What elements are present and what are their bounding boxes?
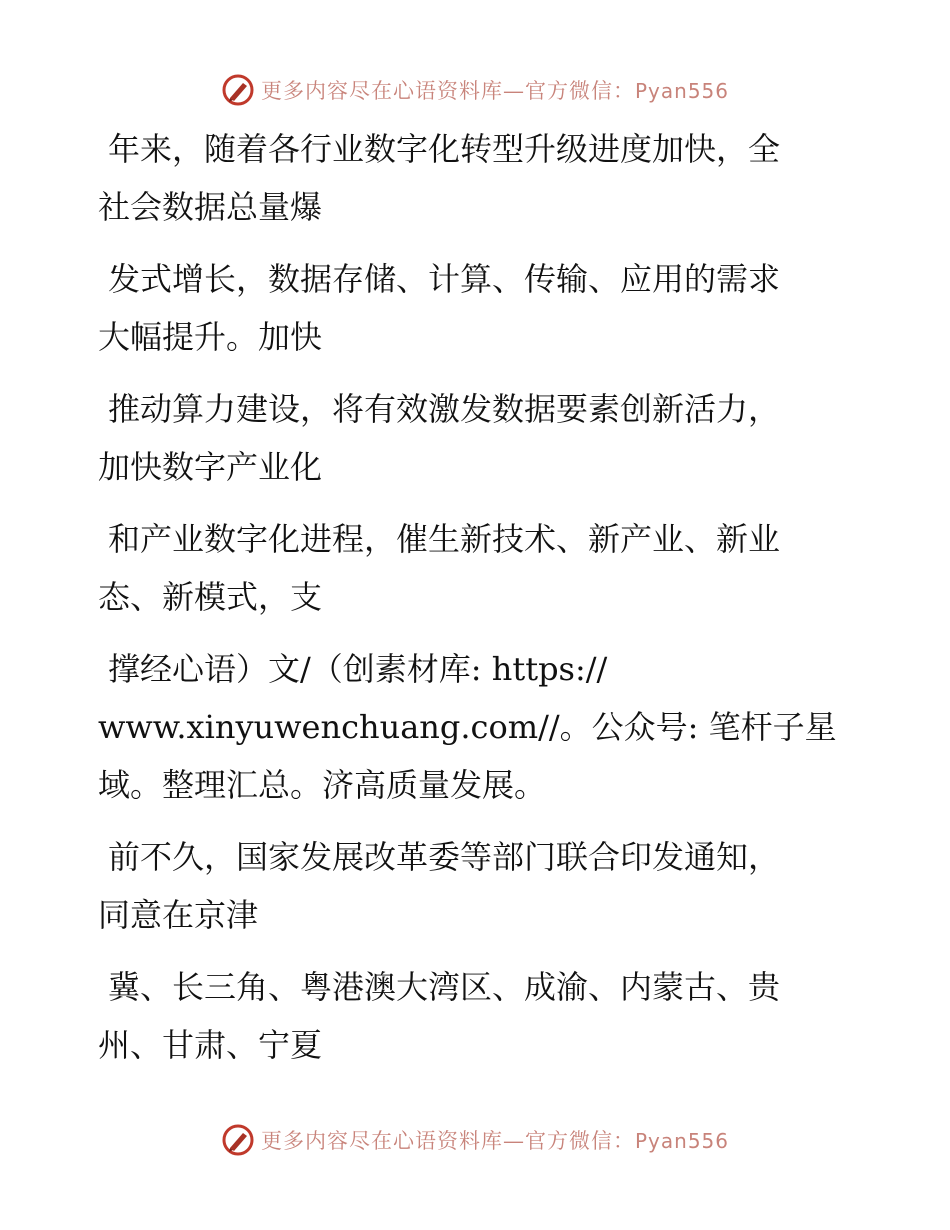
text-line: www.xinyuwenchuang.com//。公众号: 笔杆子星: [98, 708, 837, 746]
paragraph-5: [98, 640, 838, 814]
paragraph-4: [98, 510, 838, 626]
paragraph-7: [98, 958, 838, 1074]
banner-text: 更多内容尽在心语资料库—官方微信：Pyan556: [260, 79, 729, 103]
pen-seal-icon: [221, 73, 255, 107]
wechat-id: Pyan556: [634, 79, 729, 103]
text-line: 同意在京津: [98, 896, 259, 934]
banner-text: 更多内容尽在心语资料库—官方微信：Pyan556: [260, 1129, 729, 1153]
paragraph-3: [98, 380, 838, 496]
text-line: 大幅提升。加快: [98, 318, 323, 356]
text-line: 加快数字产业化: [98, 448, 323, 486]
text-line: 年来，随着各行业数字化转型升级进度加快，全: [108, 130, 781, 168]
document-body: [98, 120, 838, 1088]
text-line: 态、新模式，支: [98, 578, 323, 616]
paragraph-6: [98, 828, 838, 944]
footer-banner: [0, 1120, 950, 1160]
text-line: 域。整理汇总。济高质量发展。: [98, 766, 547, 804]
text-line: 社会数据总量爆: [98, 188, 323, 226]
pen-seal-icon: [221, 1123, 255, 1157]
text-line: 发式增长，数据存储、计算、传输、应用的需求: [108, 260, 781, 298]
text-line: 推动算力建设，将有效激发数据要素创新活力，: [108, 390, 781, 428]
header-banner: [0, 70, 950, 110]
text-line: 前不久，国家发展改革委等部门联合印发通知，: [108, 838, 781, 876]
text-line: 撑经心语）文/（创素材库: https://: [108, 650, 608, 688]
text-line: 冀、长三角、粤港澳大湾区、成渝、内蒙古、贵: [108, 968, 781, 1006]
text-line: 和产业数字化进程，催生新技术、新产业、新业: [108, 520, 781, 558]
paragraph-1: [98, 120, 838, 236]
wechat-id: Pyan556: [634, 1129, 729, 1153]
paragraph-2: [98, 250, 838, 366]
text-line: 州、甘肃、宁夏: [98, 1026, 323, 1064]
